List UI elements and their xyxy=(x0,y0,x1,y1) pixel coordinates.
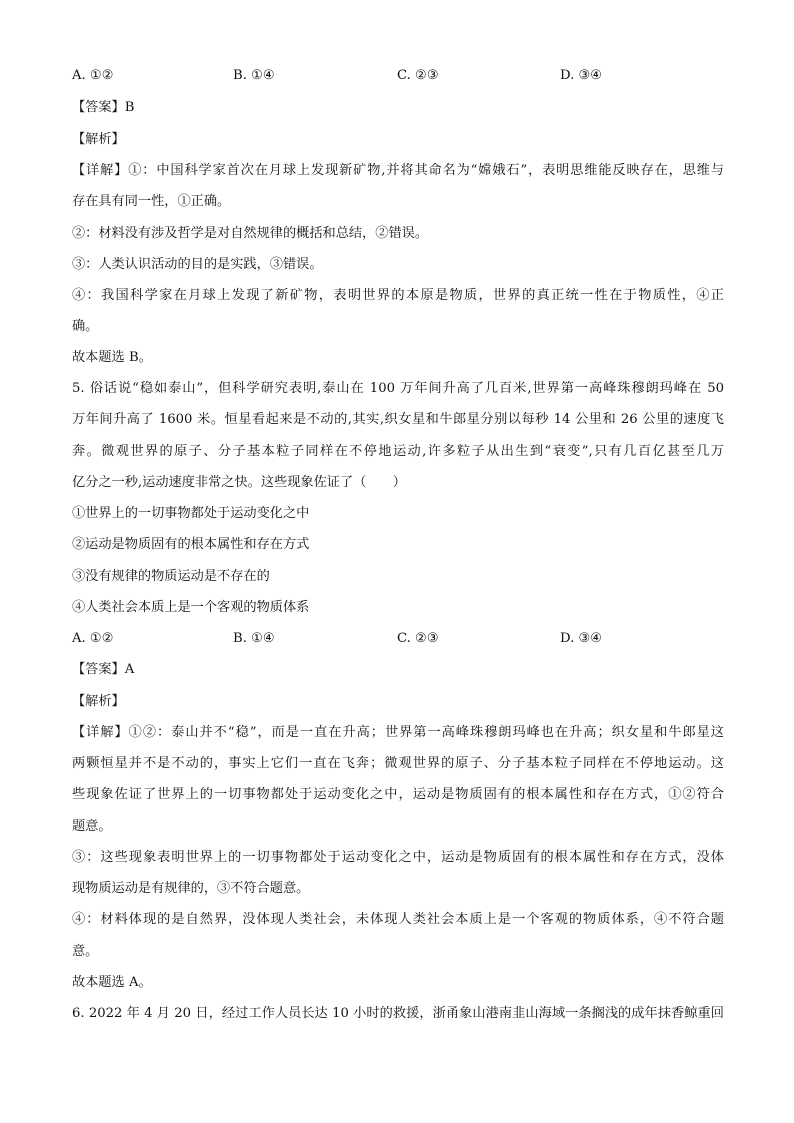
q5-statement: ③没有规律的物质运动是不存在的 xyxy=(72,569,270,584)
q5-detail-line: 两颗恒星并不是不动的，事实上它们一直在飞奔；微观世界的原子、分子基本粒子同样在不停地运动。这 xyxy=(72,756,724,771)
q5-detail-line: 题意。 xyxy=(72,819,112,834)
q4-detail-line: ②：材料没有涉及哲学是对自然规律的概括和总结，②错误。 xyxy=(72,226,429,241)
q5-statement: ②运动是物质固有的根本属性和存在方式 xyxy=(72,537,310,552)
q5-stem-line: 万年间升高了 1600 米。恒星看起来是不动的,其实,织女星和牛郎星分别以每秒 14 公里和 26 公里的速度飞 xyxy=(72,412,724,427)
q4-option-d: D. ③④ xyxy=(560,68,603,83)
q5-detail-line: 【详解】①②：泰山并不“稳”，而是一直在升高；世界第一高峰珠穆朗玛峰也在升高；织女星和牛郎星这 xyxy=(72,725,724,740)
q5-answer: 【答案】A xyxy=(72,662,135,677)
q6-stem-line: 6. 2022 年 4 月 20 日，经过工作人员长达 10 小时的救援，浙甬象山港南韭山海域一条搁浅的成年抹香鲸重回 xyxy=(72,1006,724,1021)
q4-detail-line: 【详解】①：中国科学家首次在月球上发现新矿物,并将其命名为“嫦娥石”，表明思维能反映存在，思维与 xyxy=(72,163,724,178)
q5-stem-line: 亿分之一秒,运动速度非常之快。这些现象佐证了（ ） xyxy=(72,475,406,490)
q5-statement: ①世界上的一切事物都处于运动变化之中 xyxy=(72,506,310,521)
q5-stem-line: 5. 俗话说“稳如泰山”，但科学研究表明,泰山在 100 万年间升高了几百米,世界第一高峰珠穆朗玛峰在 50 xyxy=(72,381,724,396)
q4-option-b: B. ①④ xyxy=(233,68,275,83)
q4-detail-line: ④：我国科学家在月球上发现了新矿物，表明世界的本原是物质，世界的真正统一性在于物质性，④正 xyxy=(72,288,724,303)
q5-conclusion: 故本题选 A。 xyxy=(72,975,152,990)
q4-analysis-heading: 【解析】 xyxy=(72,132,125,147)
q5-option-c: C. ②③ xyxy=(397,631,439,646)
q4-conclusion: 故本题选 B。 xyxy=(72,350,152,365)
q5-stem-line: 奔。微观世界的原子、分子基本粒子同样在不停地运动,许多粒子从出生到“衰变”,只有几百亿甚至几万 xyxy=(72,444,724,459)
q5-option-a: A. ①② xyxy=(72,631,114,646)
q5-detail-line: 现物质运动是有规律的，③不符合题意。 xyxy=(72,881,310,896)
q4-detail-line: 确。 xyxy=(72,319,99,334)
q5-statement: ④人类社会本质上是一个客观的物质体系 xyxy=(72,600,310,615)
q4-answer: 【答案】B xyxy=(72,100,135,115)
q4-detail-line: ③：人类认识活动的目的是实践，③错误。 xyxy=(72,257,323,272)
q5-detail-line: ③：这些现象表明世界上的一切事物都处于运动变化之中，运动是物质固有的根本属性和存在方式，没体 xyxy=(72,850,724,865)
q5-option-b: B. ①④ xyxy=(233,631,275,646)
q5-detail-line: 些现象佐证了世界上的一切事物都处于运动变化之中，运动是物质固有的根本属性和存在方式，①②符合 xyxy=(72,787,724,802)
q5-detail-line: 意。 xyxy=(72,944,99,959)
q5-detail-line: ④：材料体现的是自然界，没体现人类社会，未体现人类社会本质上是一个客观的物质体系，④不符合题 xyxy=(72,912,724,927)
q5-option-d: D. ③④ xyxy=(560,631,603,646)
q4-option-a: A. ①② xyxy=(72,68,114,83)
q4-option-c: C. ②③ xyxy=(397,68,439,83)
q4-detail-line: 存在具有同一性，①正确。 xyxy=(72,194,231,209)
q5-analysis-heading: 【解析】 xyxy=(72,694,125,709)
